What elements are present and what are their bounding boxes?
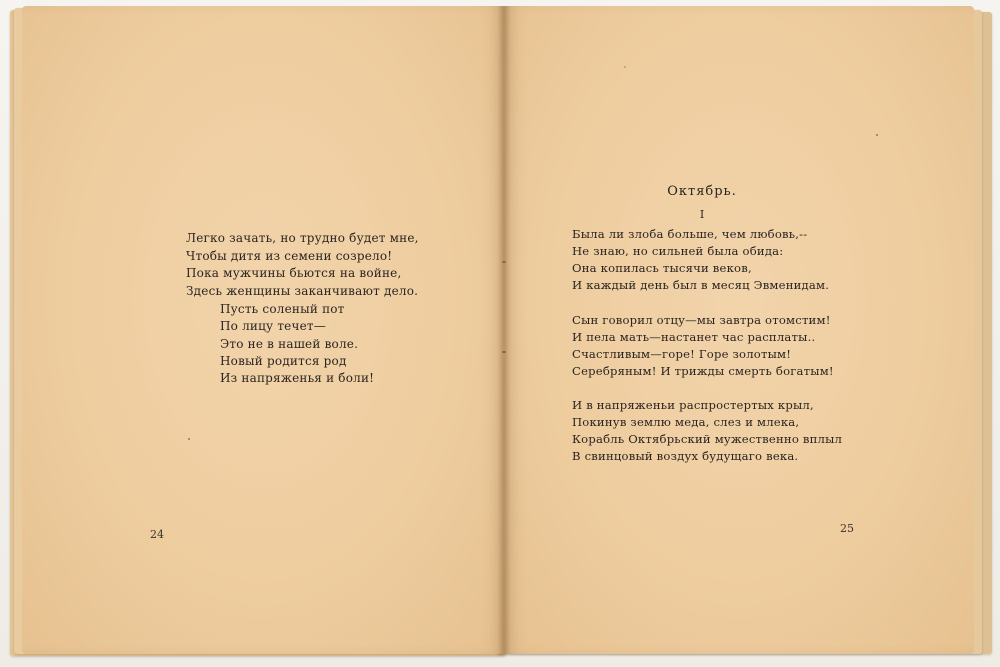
left-page-number: 24 bbox=[150, 528, 164, 541]
section-number: I bbox=[699, 208, 705, 221]
right-verse-line-5: Сын говорил отцу—мы завтра отомстим! bbox=[572, 313, 831, 327]
left-verse-line-3: Пока мужчины бьются на войне, bbox=[186, 266, 402, 280]
poem-title: Октябрь. bbox=[667, 184, 737, 199]
right-verse-line-10: Покинув землю меда, слез и млека, bbox=[572, 415, 800, 429]
left-refrain-line-1: Пусть соленый пот bbox=[220, 302, 345, 316]
left-page bbox=[22, 6, 504, 654]
book-gutter bbox=[498, 6, 510, 654]
left-refrain-line-2: По лицу течет— bbox=[220, 319, 326, 333]
left-refrain-line-4: Новый родится род bbox=[220, 354, 347, 368]
right-verse-line-1: Была ли злоба больше, чем любовь,-- bbox=[572, 227, 808, 241]
binding-stitch bbox=[502, 351, 506, 353]
right-verse-line-6: И пела мать—настанет час расплаты.. bbox=[572, 330, 816, 344]
right-page-number: 25 bbox=[840, 522, 854, 535]
paper-speck bbox=[624, 66, 626, 68]
right-verse-line-12: В свинцовый воздух будущаго века. bbox=[572, 449, 799, 463]
paper-speck bbox=[188, 438, 190, 440]
binding-stitch bbox=[502, 261, 506, 263]
open-book bbox=[8, 6, 994, 658]
right-verse-line-2: Не знаю, но сильней была обида: bbox=[572, 244, 784, 258]
right-verse-line-4: И каждый день был в месяц Эвменидам. bbox=[572, 278, 830, 292]
left-verse-line-1: Легко зачать, но трудно будет мне, bbox=[186, 231, 419, 245]
right-verse-line-11: Корабль Октябрьский мужественно вплыл bbox=[572, 432, 843, 446]
left-verse-line-2: Чтобы дитя из семени созрело! bbox=[186, 249, 393, 263]
right-verse-line-3: Она копилась тысячи веков, bbox=[572, 261, 752, 275]
right-verse-line-9: И в напряженьи распростертых крыл, bbox=[572, 398, 814, 412]
left-refrain-line-3: Это не в нашей воле. bbox=[220, 337, 359, 351]
right-verse-line-7: Счастливым—горе! Горе золотым! bbox=[572, 347, 792, 361]
right-page bbox=[504, 6, 974, 654]
left-verse-line-4: Здесь женщины заканчивают дело. bbox=[186, 284, 419, 298]
left-refrain-line-5: Из напряженья и боли! bbox=[220, 371, 375, 385]
paper-speck bbox=[876, 134, 878, 136]
right-verse-line-8: Серебряным! И трижды смерть богатым! bbox=[572, 364, 834, 378]
